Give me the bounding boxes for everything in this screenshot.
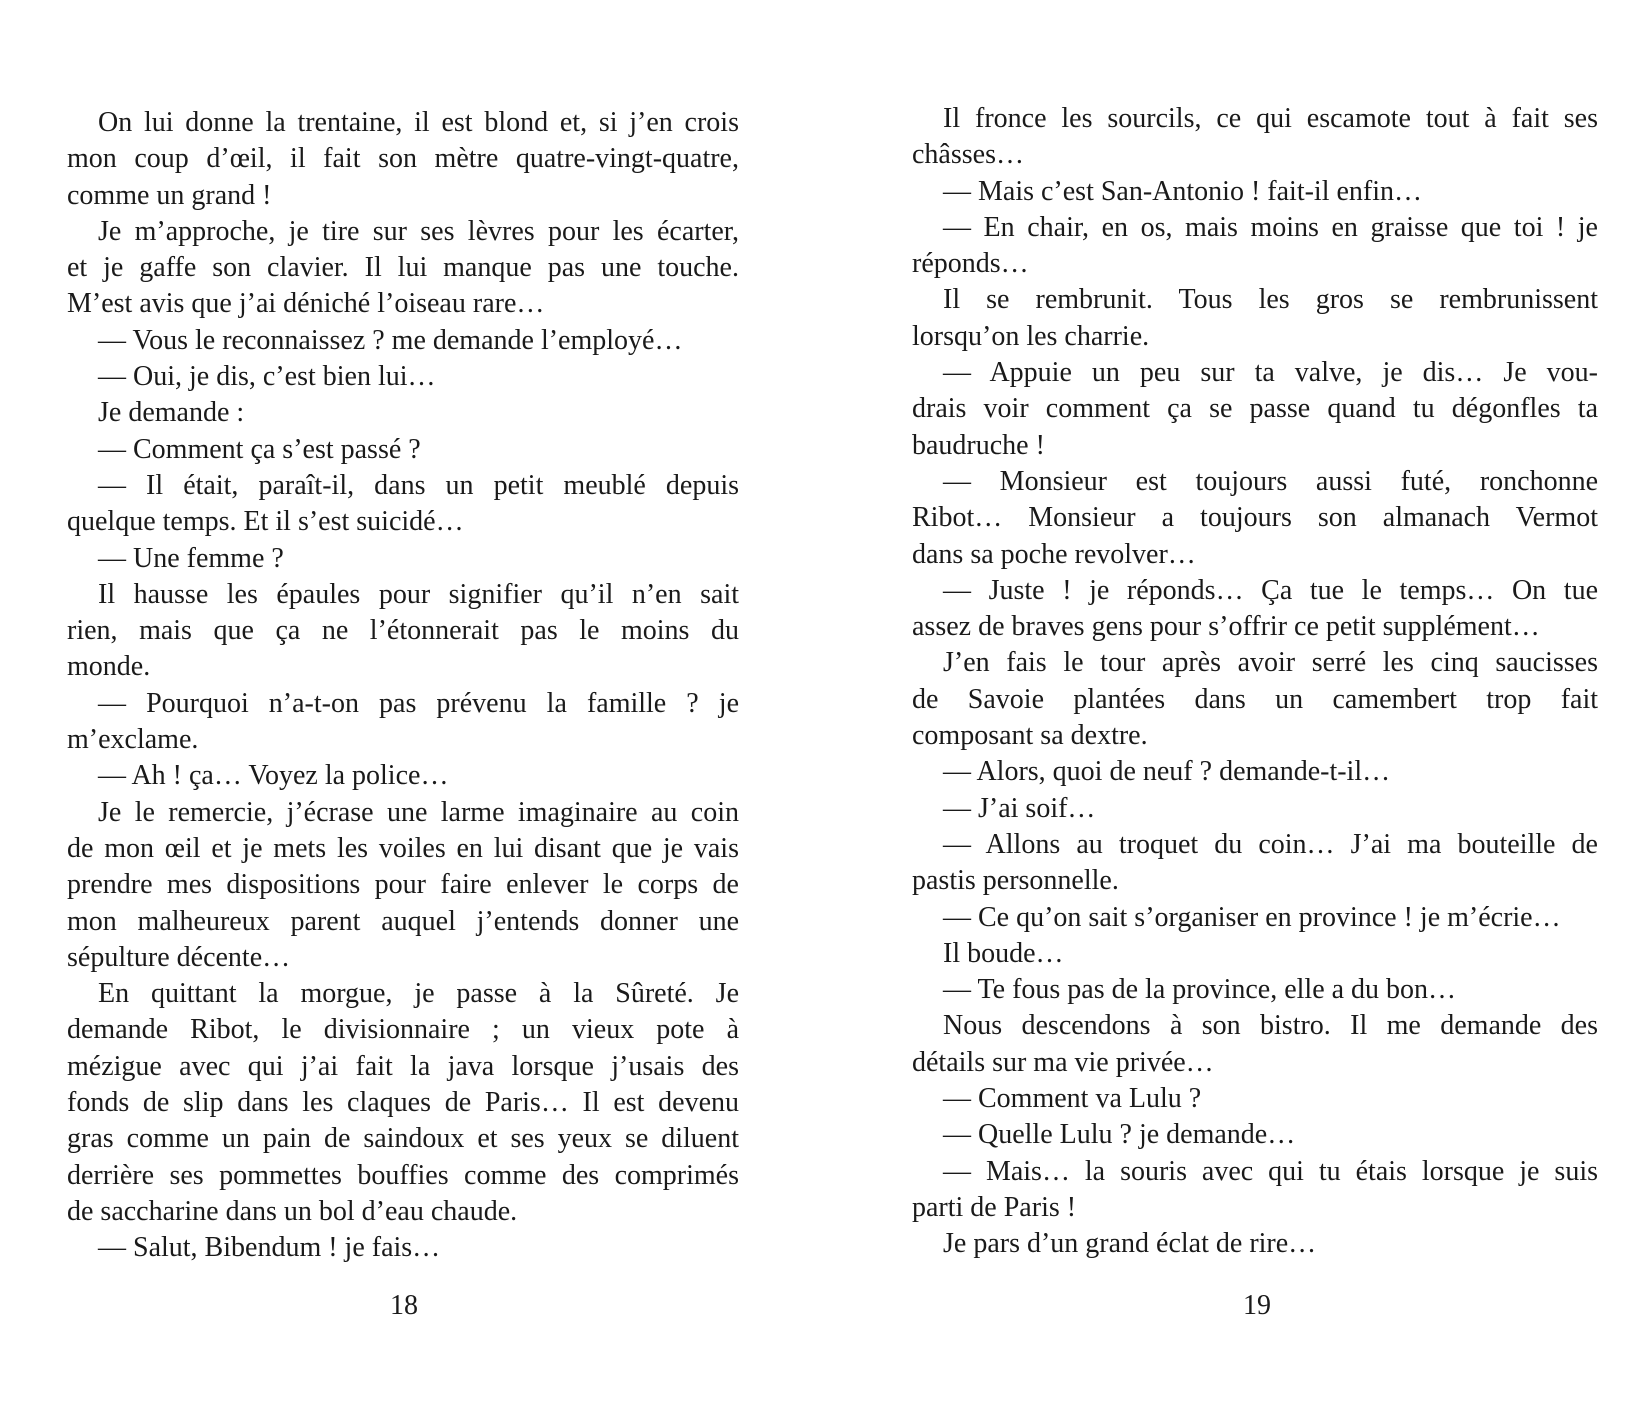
text-line: sépulture décente… <box>67 941 291 973</box>
text-line: lorsqu’on les charrie. <box>912 320 1150 352</box>
text-line: Je le remercie, j’écrase une larme imaginaire au coin <box>98 796 739 828</box>
right-page-text <box>912 101 1598 1263</box>
text-line: — Ah ! ça… Voyez la police… <box>98 760 449 792</box>
text-line: parti de Paris ! <box>912 1191 1077 1223</box>
text-line: Je demande : <box>98 397 245 429</box>
text-line: baudruche ! <box>912 429 1045 461</box>
text-line: En quittant la morgue, je passe à la Sûreté. Je <box>98 978 739 1010</box>
text-line: réponds… <box>912 248 1029 280</box>
text-line: derrière ses pommettes bouffies comme des comprimés <box>67 1159 739 1191</box>
text-line: — Salut, Bibendum ! je fais… <box>98 1232 441 1264</box>
text-line: On lui donne la trentaine, il est blond et, si j’en crois <box>98 107 739 138</box>
text-line: monde. <box>67 651 151 683</box>
text-line: — Vous le reconnaissez ? me demande l’employé… <box>98 324 683 356</box>
page-number-left: 18 <box>390 1290 418 1321</box>
text-line: Il fronce les sourcils, ce qui escamote tout à fait ses <box>943 103 1598 134</box>
text-line: — Oui, je dis, c’est bien lui… <box>98 361 436 393</box>
text-line: mon malheureux parent auquel j’entends donner une <box>67 905 739 937</box>
text-line: comme un grand ! <box>67 179 272 211</box>
text-line: rien, mais que ça ne l’étonnerait pas le moins du <box>67 615 739 647</box>
text-line: M’est avis que j’ai déniché l’oiseau rare… <box>67 288 545 320</box>
text-line: mézigue avec qui j’ai fait la java lorsque j’usais des <box>67 1050 739 1082</box>
text-line: J’en fais le tour après avoir serré les cinq saucisses <box>943 647 1598 679</box>
text-line: Ribot… Monsieur a toujours son almanach Vermot <box>912 502 1598 534</box>
text-line: — Quelle Lulu ? je demande… <box>943 1119 1296 1151</box>
text-line: — Juste ! je réponds… Ça tue le temps… On tue <box>943 574 1598 606</box>
text-line: demande Ribot, le divisionnaire ; un vieux pote à <box>67 1014 739 1046</box>
text-line: de Savoie plantées dans un camembert trop fait <box>912 683 1598 715</box>
text-line: Je m’approche, je tire sur ses lèvres pour les écarter, <box>98 215 739 247</box>
text-line: — Ce qu’on sait s’organiser en province ! je m’écrie… <box>943 901 1561 933</box>
text-line: — Mais c’est San-Antonio ! fait-il enfin… <box>943 175 1423 207</box>
text-line: — Monsieur est toujours aussi futé, ronchonne <box>943 465 1598 497</box>
text-line: — Comment ça s’est passé ? <box>98 433 421 465</box>
left-page-text <box>67 105 739 1267</box>
text-line: — En chair, en os, mais moins en graisse que toi ! je <box>943 211 1598 243</box>
text-line: — Te fous pas de la province, elle a du bon… <box>943 974 1457 1006</box>
text-line: — Pourquoi n’a-t-on pas prévenu la famille ? je <box>98 687 739 719</box>
text-line: Il se rembrunit. Tous les gros se rembrunissent <box>943 284 1598 316</box>
text-line: quelque temps. Et il s’est suicidé… <box>67 506 464 538</box>
text-line: châsses… <box>912 139 1024 171</box>
text-line: — J’ai soif… <box>943 792 1096 824</box>
text-line: — Alors, quoi de neuf ? demande-t-il… <box>943 756 1391 788</box>
text-line: Je pars d’un grand éclat de rire… <box>943 1228 1317 1260</box>
text-line: Nous descendons à son bistro. Il me demande des <box>943 1010 1598 1042</box>
text-line: Il hausse les épaules pour signifier qu’il n’en sait <box>98 578 739 610</box>
text-line: composant sa dextre. <box>912 720 1148 752</box>
text-line: détails sur ma vie privée… <box>912 1046 1214 1078</box>
text-line: — Mais… la souris avec qui tu étais lorsque je suis <box>943 1155 1598 1187</box>
text-line: gras comme un pain de saindoux et ses yeux se diluent <box>67 1123 739 1155</box>
text-line: de saccharine dans un bol d’eau chaude. <box>67 1195 518 1227</box>
text-line: de mon œil et je mets les voiles en lui disant que je vais <box>67 832 739 864</box>
text-line: — Une femme ? <box>98 542 284 574</box>
text-line: fonds de slip dans les claques de Paris… Il est devenu <box>67 1087 739 1119</box>
text-line: pastis personnelle. <box>912 865 1119 897</box>
text-line: assez de braves gens pour s’offrir ce petit supplément… <box>912 611 1540 643</box>
text-line: — Appuie un peu sur ta valve, je dis… Je vou- <box>943 357 1598 389</box>
text-line: Il boude… <box>943 937 1064 969</box>
page-number-right: 19 <box>1243 1290 1271 1321</box>
text-line: drais voir comment ça se passe quand tu dégonfles ta <box>912 393 1598 425</box>
text-line: — Il était, paraît-il, dans un petit meublé depuis <box>98 469 739 501</box>
text-line: mon coup d’œil, il fait son mètre quatre-vingt-quatre, <box>67 143 739 175</box>
text-line: m’exclame. <box>67 724 199 756</box>
text-line: — Comment va Lulu ? <box>943 1083 1202 1115</box>
text-line: et je gaffe son clavier. Il lui manque pas une touche. <box>67 252 739 284</box>
text-line: dans sa poche revolver… <box>912 538 1196 570</box>
text-line: — Allons au troquet du coin… J’ai ma bouteille de <box>943 828 1598 860</box>
text-line: prendre mes dispositions pour faire enlever le corps de <box>67 869 739 901</box>
